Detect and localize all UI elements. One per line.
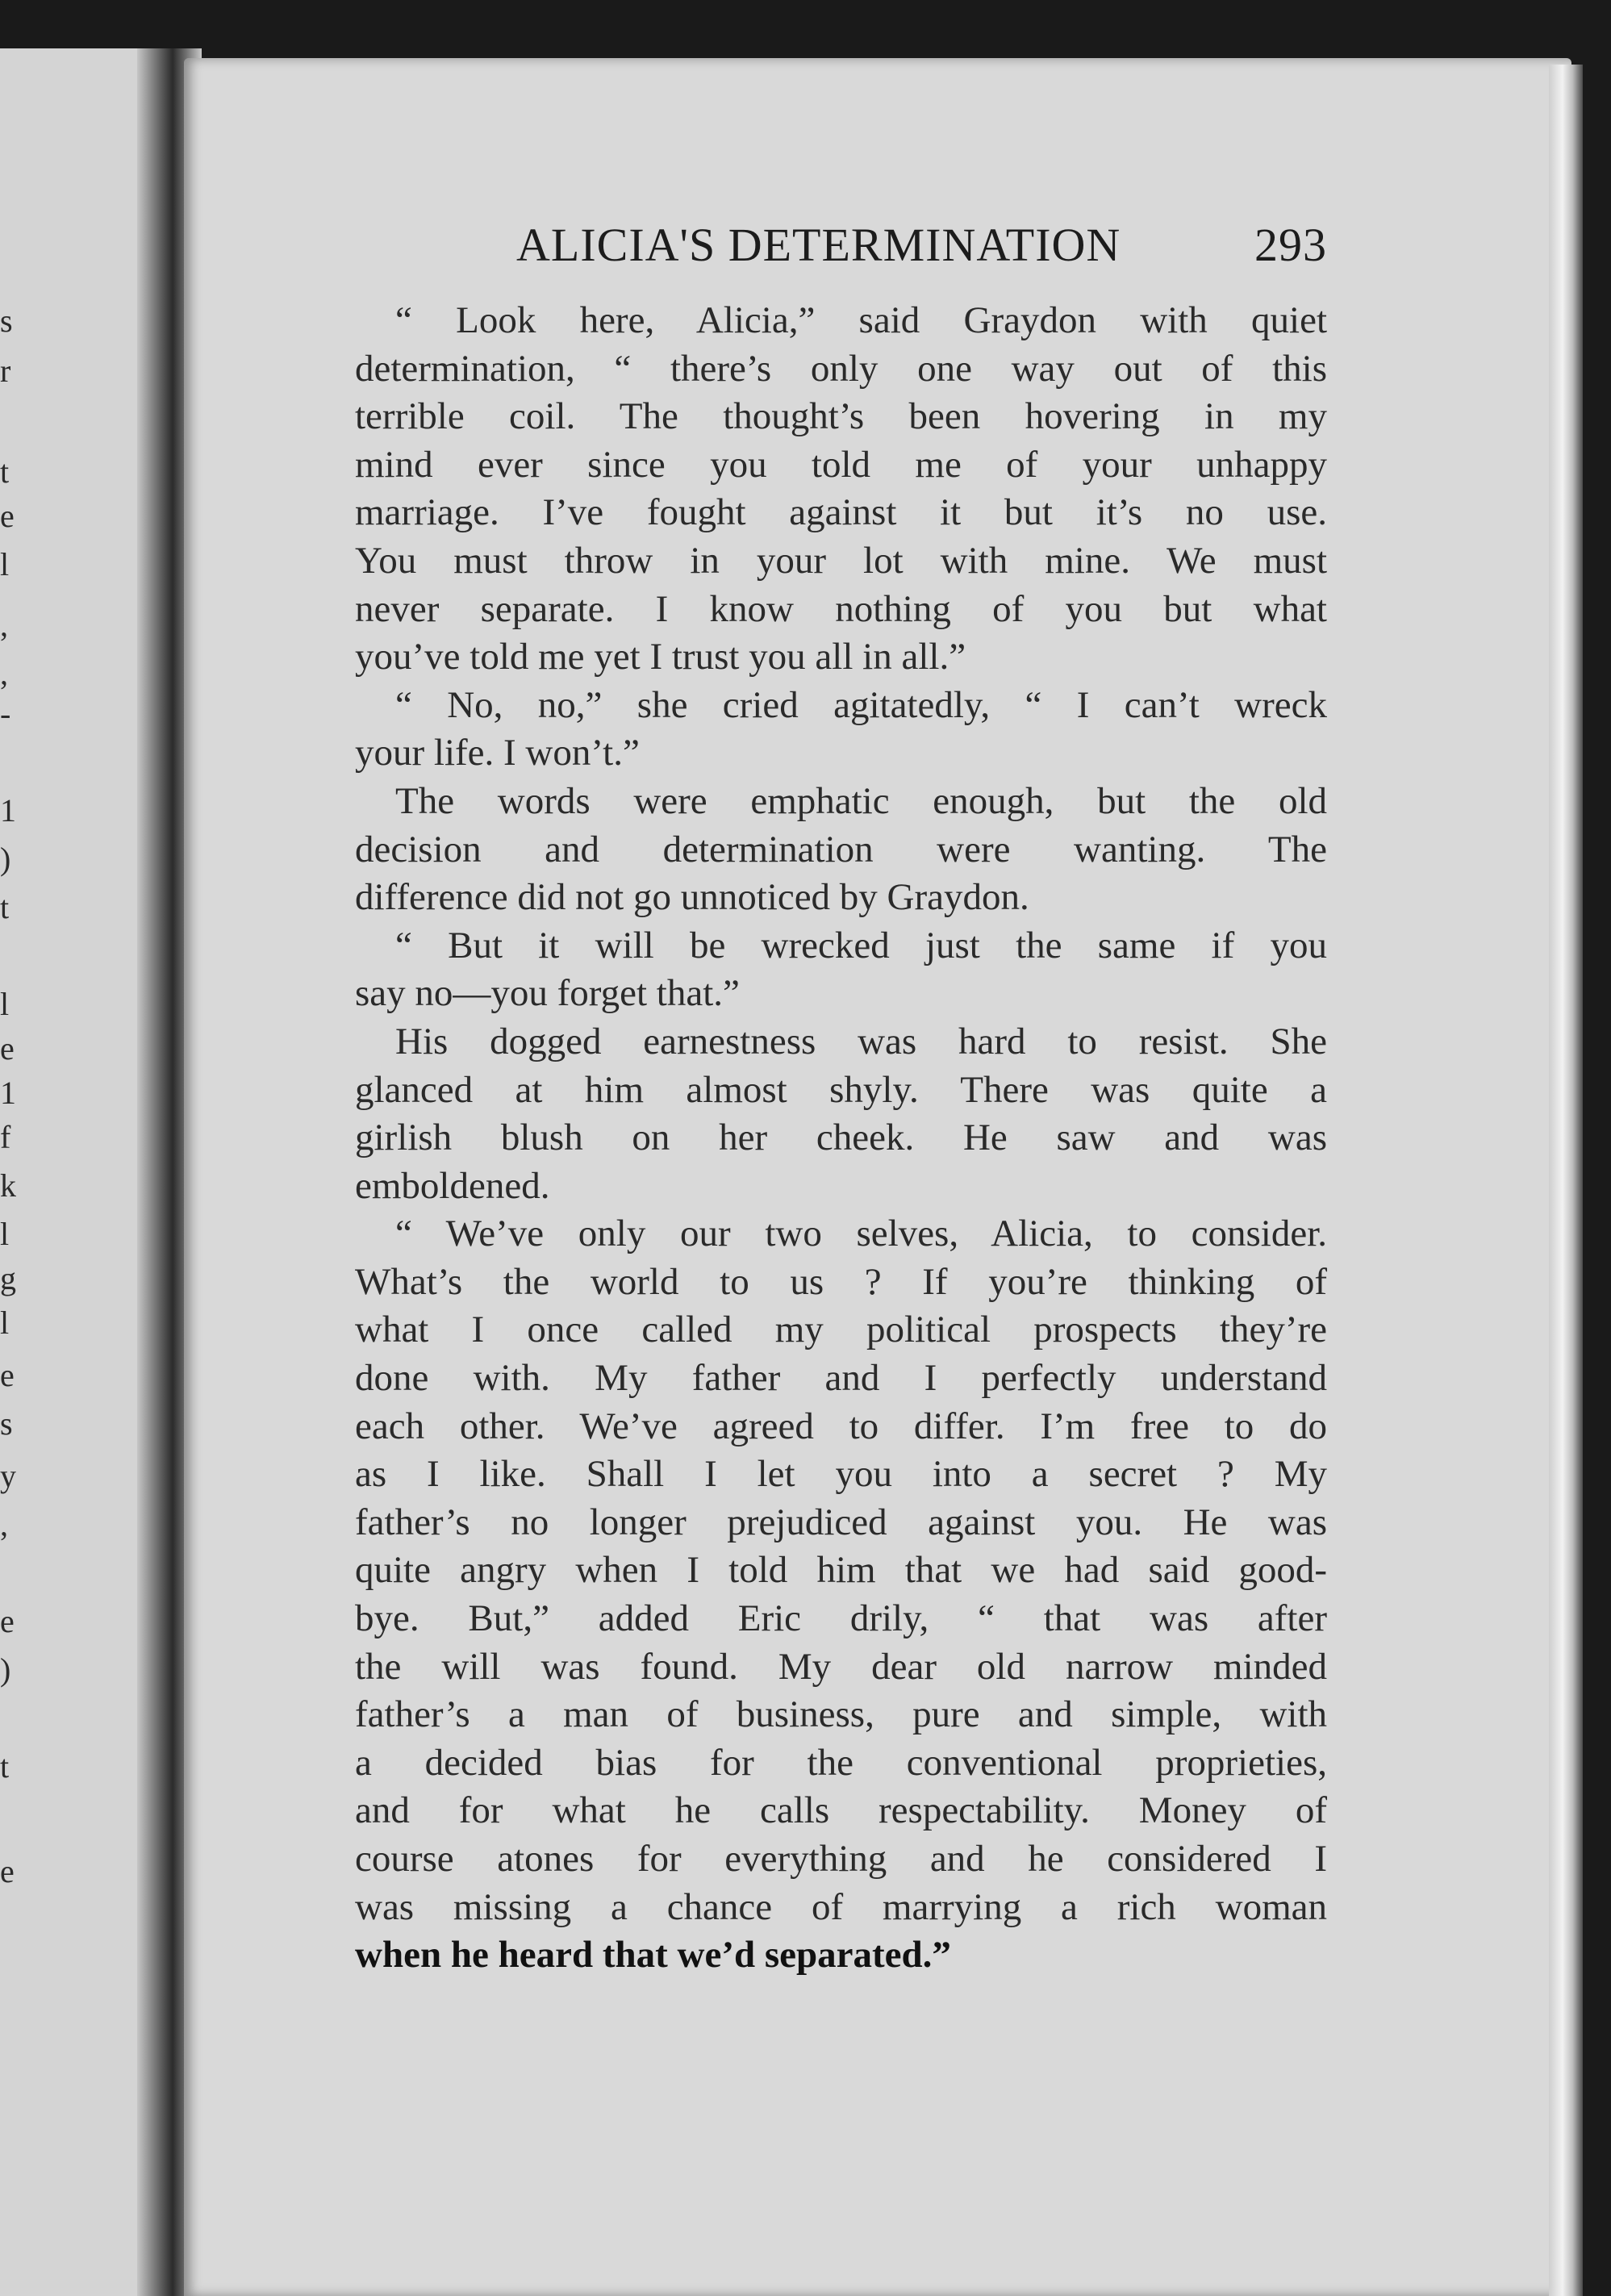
facing-page-fragment: -	[0, 695, 11, 732]
facing-page-fragment: y	[0, 1458, 16, 1494]
text-line: “ We’ve only our two selves, Alicia, to consider.	[395, 1213, 1327, 1255]
facing-page-fragment: l	[0, 1305, 10, 1341]
text-line: “ Look here, Alicia,” said Graydon with quiet	[395, 299, 1327, 341]
text-line: girlish blush on her cheek. He saw and was	[355, 1117, 1327, 1159]
facing-page-fragment: e	[0, 1603, 15, 1639]
text-line: the will was found. My dear old narrow minded	[355, 1645, 1327, 1688]
facing-page-fragment: 1	[0, 792, 16, 829]
text-line: what I once called my political prospects they’re	[355, 1309, 1327, 1351]
text-line: “ No, no,” she cried agitatedly, “ I can’t wreck	[395, 683, 1327, 726]
text-line: bye. But,” added Eric drily, “ that was after	[355, 1597, 1327, 1640]
facing-page-fragment: l	[0, 1216, 10, 1252]
text-line: and for what he calls respectability. Money of	[355, 1789, 1327, 1832]
facing-page-fragment: l	[0, 546, 10, 582]
facing-page-fragment: e	[0, 1030, 15, 1067]
text-line: never separate. I know nothing of you but what	[355, 587, 1327, 630]
text-line: a decided bias for the conventional proprieties,	[355, 1741, 1327, 1784]
facing-page-fragment: f	[0, 1119, 11, 1155]
text-line: as I like. Shall I let you into a secret ? My	[355, 1453, 1327, 1496]
page-stack-edge	[1549, 65, 1583, 2296]
facing-page-fragment: g	[0, 1260, 16, 1296]
facing-page-fragment: s	[0, 303, 13, 339]
text-line: “ But it will be wrecked just the same if you	[395, 924, 1327, 966]
text-line: say no—you forget that.”	[355, 972, 740, 1015]
text-line: determination, “ there’s only one way out of this	[355, 347, 1327, 390]
page-header	[516, 218, 1327, 282]
page-number: 293	[1254, 219, 1327, 271]
facing-page-fragment: )	[0, 1651, 11, 1688]
body-text	[355, 297, 1327, 1980]
text-line: The words were emphatic enough, but the old	[395, 779, 1327, 822]
running-head: ALICIA'S DETERMINATION	[516, 219, 1121, 271]
facing-page-fragment: e	[0, 1853, 15, 1889]
text-line: decision and determination were wanting. The	[355, 828, 1327, 870]
text-line: when he heard that we’d separated.”	[355, 1934, 951, 1977]
text-line: terrible coil. The thought’s been hovering in my	[355, 395, 1327, 438]
facing-page-fragment: l	[0, 986, 10, 1022]
text-line: glanced at him almost shyly. There was quite a	[355, 1068, 1327, 1111]
facing-page-fragment: e	[0, 498, 15, 534]
facing-page-fragment: s	[0, 1405, 13, 1442]
text-line: course atones for everything and he considered I	[355, 1838, 1327, 1880]
text-line: What’s the world to us ? If you’re thinking of	[355, 1260, 1327, 1303]
text-line: done with. My father and I perfectly understand	[355, 1357, 1327, 1400]
facing-page-fragment: t	[0, 889, 10, 925]
text-line: each other. We’ve agreed to differ. I’m free to do	[355, 1405, 1327, 1447]
text-line: was missing a chance of marrying a rich woman	[355, 1885, 1327, 1928]
text-line: you’ve told me yet I trust you all in all.”	[355, 636, 966, 678]
facing-page-fragment: t	[0, 453, 10, 490]
facing-page-fragment: k	[0, 1167, 16, 1204]
text-line: marriage. I’ve fought against it but it’s no use.	[355, 491, 1327, 534]
text-line: your life. I won’t.”	[355, 732, 640, 774]
text-line: His dogged earnestness was hard to resist. She	[395, 1020, 1327, 1062]
facing-page-fragment: t	[0, 1748, 10, 1785]
facing-page-fragment: ,	[0, 655, 8, 691]
facing-page-fragment: r	[0, 353, 11, 389]
facing-page-fragment: ,	[0, 607, 8, 643]
facing-page-fragment: e	[0, 1357, 15, 1393]
text-line: difference did not go unnoticed by Graydon.	[355, 876, 1029, 919]
facing-page-fragment: 1	[0, 1075, 16, 1111]
text-line: You must throw in your lot with mine. We must	[355, 539, 1327, 582]
facing-page-fragment: )	[0, 841, 11, 877]
text-line: mind ever since you told me of your unhappy	[355, 443, 1327, 486]
text-line: father’s no longer prejudiced against you. He was	[355, 1501, 1327, 1543]
text-line: father’s a man of business, pure and simple, with	[355, 1693, 1327, 1736]
facing-page-fragment: ,	[0, 1506, 8, 1542]
text-line: quite angry when I told him that we had said good-	[355, 1549, 1327, 1592]
text-line: emboldened.	[355, 1164, 550, 1207]
